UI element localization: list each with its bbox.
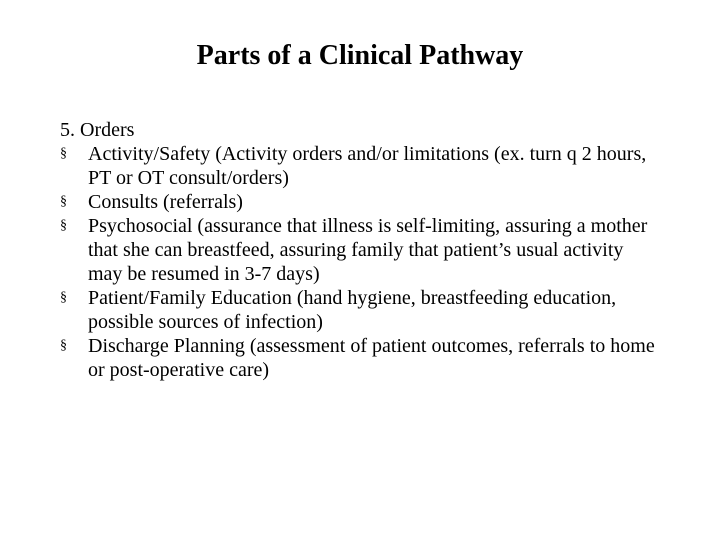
bullet-text: Psychosocial (assurance that illness is self-limiting, assuring a mother that she can breastfeed, assuring family that patient’s usual activity may be resumed in 3-7 days): [88, 215, 648, 285]
bullet-item-activity-safety: [60, 142, 660, 190]
bullet-text: Activity/Safety (Activity orders and/or limitations (ex. turn q 2 hours, PT or OT consult/orders): [88, 143, 647, 189]
section-sign-bullet-icon: §: [60, 338, 67, 353]
section-sign-bullet-icon: §: [60, 218, 67, 233]
bullet-text: Discharge Planning (assessment of patient outcomes, referrals to home or post-operative care): [88, 335, 655, 381]
section-heading: 5. Orders: [60, 119, 135, 141]
section-sign-bullet-icon: §: [60, 194, 67, 209]
bullet-item-discharge-planning: [60, 334, 660, 382]
slide-body: [60, 118, 660, 382]
slide-title: Parts of a Clinical Pathway: [196, 40, 524, 71]
bullet-list: [60, 142, 660, 382]
bullet-item-psychosocial: [60, 214, 660, 286]
bullet-item-consults: [60, 190, 660, 214]
bullet-text: Consults (referrals): [88, 191, 243, 213]
bullet-text: Patient/Family Education (hand hygiene, breastfeeding education, possible sources of infection): [88, 287, 617, 333]
section-sign-bullet-icon: §: [60, 146, 67, 161]
bullet-item-patient-family-education: [60, 286, 660, 334]
section-sign-bullet-icon: §: [60, 290, 67, 305]
